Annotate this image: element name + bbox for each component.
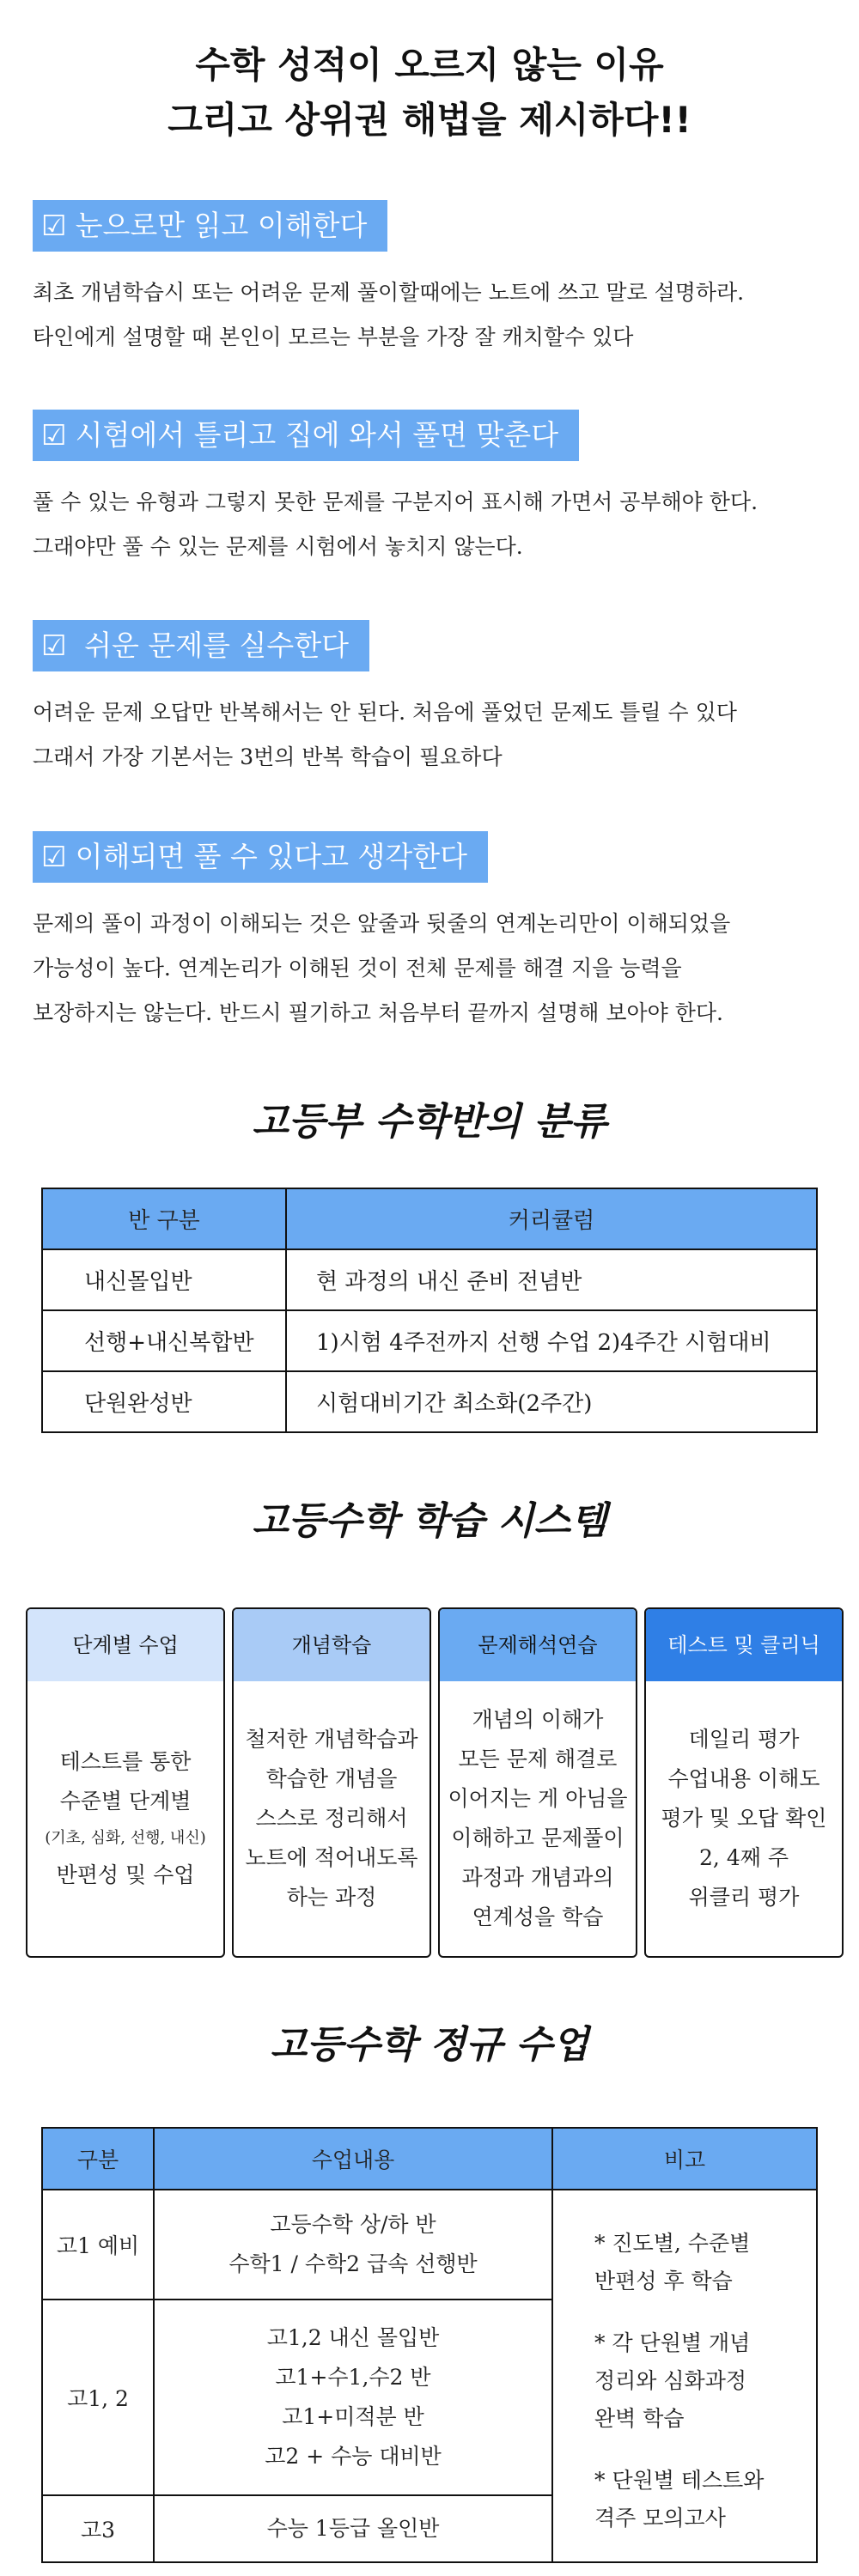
system-box-line: 위클리 평가 (688, 1885, 800, 1910)
checkbox-icon: ☑ (41, 840, 67, 873)
table-row (42, 1310, 817, 1371)
system-box-line: 2, 4째 주 (699, 1845, 789, 1870)
table-row (42, 2190, 817, 2300)
main-title-line1: 수학 성적이 오르지 않는 이유 (195, 44, 664, 86)
system-box-line: 이어지는 게 아님을 (448, 1786, 628, 1811)
content-line: 고1+수1,수2 반 (275, 2365, 431, 2390)
table-row (42, 1371, 817, 1432)
section-3-line-1: 어려운 문제 오답만 반복해서는 안 된다. 처음에 풀었던 문제도 틀릴 수 있다 (33, 700, 737, 725)
table-cell: 시험대비기간 최소화(2주간) (286, 1371, 817, 1432)
table-cell: 내신몰입반 (42, 1249, 286, 1310)
table-row (42, 1249, 817, 1310)
system-box-line: 철저한 개념학습과 (245, 1727, 418, 1752)
system-box-body (27, 1681, 223, 1956)
note-gap (594, 2438, 816, 2462)
section-4-line-2: 가능성이 높다. 연계논리가 이해된 것이 전체 문제를 해결 지을 능력을 (33, 956, 682, 981)
system-box-line: (기초, 심화, 선행, 내신) (45, 1829, 206, 1847)
content-line: 수학1 / 수학2 급속 선행반 (228, 2251, 478, 2276)
note-line: 반편성 후 학습 (594, 2269, 733, 2293)
system-box-line: 평가 및 오답 확인 (661, 1806, 827, 1831)
section-3 (33, 620, 840, 780)
section-4-text (33, 902, 840, 1036)
section-1-line-1: 최초 개념학습시 또는 어려운 문제 풀이할때에는 노트에 쓰고 말로 설명하라. (33, 280, 745, 305)
system-box (232, 1607, 431, 1958)
content-cell (154, 2300, 552, 2495)
system-box-head: 테스트 및 클리닉 (646, 1609, 842, 1681)
system-box-line: 테스트를 통한 (59, 1749, 192, 1774)
system-box-body (234, 1681, 430, 1956)
system-box-head: 개념학습 (234, 1609, 430, 1681)
system-box-line: 하는 과정 (286, 1885, 377, 1910)
main-title (0, 38, 859, 148)
system-title: 고등수학 학습 시스템 (252, 1499, 607, 1543)
system-box-line: 데일리 평가 (688, 1727, 800, 1752)
system-box-line: 반편성 및 수업 (56, 1862, 195, 1887)
section-2-heading: 시험에서 틀리고 집에 와서 풀면 맞춘다 (75, 418, 559, 452)
system-box (438, 1607, 637, 1958)
checkbox-icon: ☑ (41, 209, 67, 242)
note-line: * 단원별 테스트와 (594, 2468, 765, 2493)
system-box-head: 문제해석연습 (440, 1609, 636, 1681)
section-3-text (33, 690, 840, 780)
content-cell (154, 2190, 552, 2300)
section-4-banner (33, 831, 488, 883)
table-header-cell: 커리큘럼 (286, 1188, 817, 1249)
note-line: * 각 단원별 개념 (594, 2330, 751, 2355)
system-box-line: 노트에 적어내도록 (245, 1845, 418, 1870)
table-cell: 1)시험 4주전까지 선행 수업 2)4주간 시험대비 (286, 1310, 817, 1371)
section-4 (33, 831, 840, 1036)
system-box-line: 수준별 단계별 (59, 1789, 192, 1814)
system-box-body (440, 1681, 636, 1956)
section-2-banner (33, 410, 579, 461)
section-4-line-1: 문제의 풀이 과정이 이해되는 것은 앞줄과 뒷줄의 연계논리만이 이해되었을 (33, 911, 731, 936)
table-header-row (42, 2128, 817, 2190)
table-header-cell: 비고 (552, 2128, 817, 2190)
content-line: 고1,2 내신 몰입반 (266, 2325, 440, 2350)
table-header-cell: 수업내용 (154, 2128, 552, 2190)
table-header-cell: 반 구분 (42, 1188, 286, 1249)
system-box (26, 1607, 225, 1958)
main-title-line2: 그리고 상위권 해법을 제시하다!! (168, 99, 691, 141)
section-4-line-3: 보장하지는 않는다. 반드시 필기하고 처음부터 끝까지 설명해 보아야 한다. (33, 1000, 723, 1025)
section-1-line-2: 타인에게 설명할 때 본인이 모르는 부분을 가장 잘 캐치할수 있다 (33, 325, 634, 349)
system-boxes (26, 1607, 833, 1958)
content-cell (154, 2495, 552, 2562)
table-header-row (42, 1188, 817, 1249)
section-2-line-1: 풀 수 있는 유형과 그렇지 못한 문제를 구분지어 표시해 가면서 공부해야 한다. (33, 489, 758, 514)
section-3-banner (33, 620, 369, 671)
classification-title: 고등부 수학반의 분류 (252, 1100, 607, 1144)
table-cell: 선행+내신복합반 (42, 1310, 286, 1371)
section-2-line-2: 그래야만 풀 수 있는 문제를 시험에서 놓치지 않는다. (33, 534, 523, 559)
system-box-head: 단계별 수업 (27, 1609, 223, 1681)
section-4-heading: 이해되면 풀 수 있다고 생각한다 (75, 840, 467, 873)
content-line: 고등수학 상/하 반 (270, 2212, 436, 2237)
section-2 (33, 410, 840, 569)
table-cell: 단원완성반 (42, 1371, 286, 1432)
note-line: 완벽 학습 (594, 2406, 685, 2431)
section-2-text (33, 480, 840, 569)
notes-cell (552, 2190, 817, 2562)
regular-table (41, 2127, 818, 2563)
system-box-line: 스스로 정리해서 (255, 1806, 408, 1831)
system-box-line: 학습한 개념을 (265, 1766, 398, 1791)
grade-cell: 고1, 2 (42, 2300, 154, 2495)
section-1-heading: 눈으로만 읽고 이해한다 (75, 209, 368, 242)
note-line: * 진도별, 수준별 (594, 2231, 751, 2256)
content-line: 고1+미적분 반 (282, 2404, 424, 2429)
note-gap (594, 2300, 816, 2324)
checkbox-icon: ☑ (41, 629, 67, 662)
content-line: 수능 1등급 올인반 (266, 2516, 440, 2541)
section-1-text (33, 270, 840, 360)
classification-table (41, 1188, 818, 1433)
system-box-line: 개념의 이해가 (472, 1707, 604, 1732)
checkbox-icon: ☑ (41, 418, 67, 452)
table-header-cell: 구분 (42, 2128, 154, 2190)
section-3-line-2: 그래서 가장 기본서는 3번의 반복 학습이 필요하다 (33, 744, 503, 769)
system-box-line: 연계성을 학습 (472, 1905, 604, 1929)
content-line: 고2 + 수능 대비반 (265, 2444, 442, 2469)
section-1-banner (33, 200, 387, 252)
grade-cell: 고3 (42, 2495, 154, 2562)
system-box (644, 1607, 844, 1958)
note-line: 정리와 심화과정 (594, 2368, 746, 2393)
table-cell: 현 과정의 내신 준비 전념반 (286, 1249, 817, 1310)
system-box-line: 이해하고 문제풀이 (451, 1826, 624, 1850)
section-3-heading: 쉬운 문제를 실수한다 (75, 629, 349, 662)
system-box-line: 모든 문제 해결로 (458, 1747, 618, 1771)
system-box-body (646, 1681, 842, 1956)
section-1 (33, 200, 840, 360)
system-box-line: 수업내용 이해도 (667, 1766, 820, 1791)
system-box-line: 과정과 개념과의 (461, 1865, 614, 1890)
grade-cell: 고1 예비 (42, 2190, 154, 2300)
note-line: 격주 모의고사 (594, 2506, 726, 2530)
regular-title: 고등수학 정규 수업 (270, 2023, 589, 2067)
